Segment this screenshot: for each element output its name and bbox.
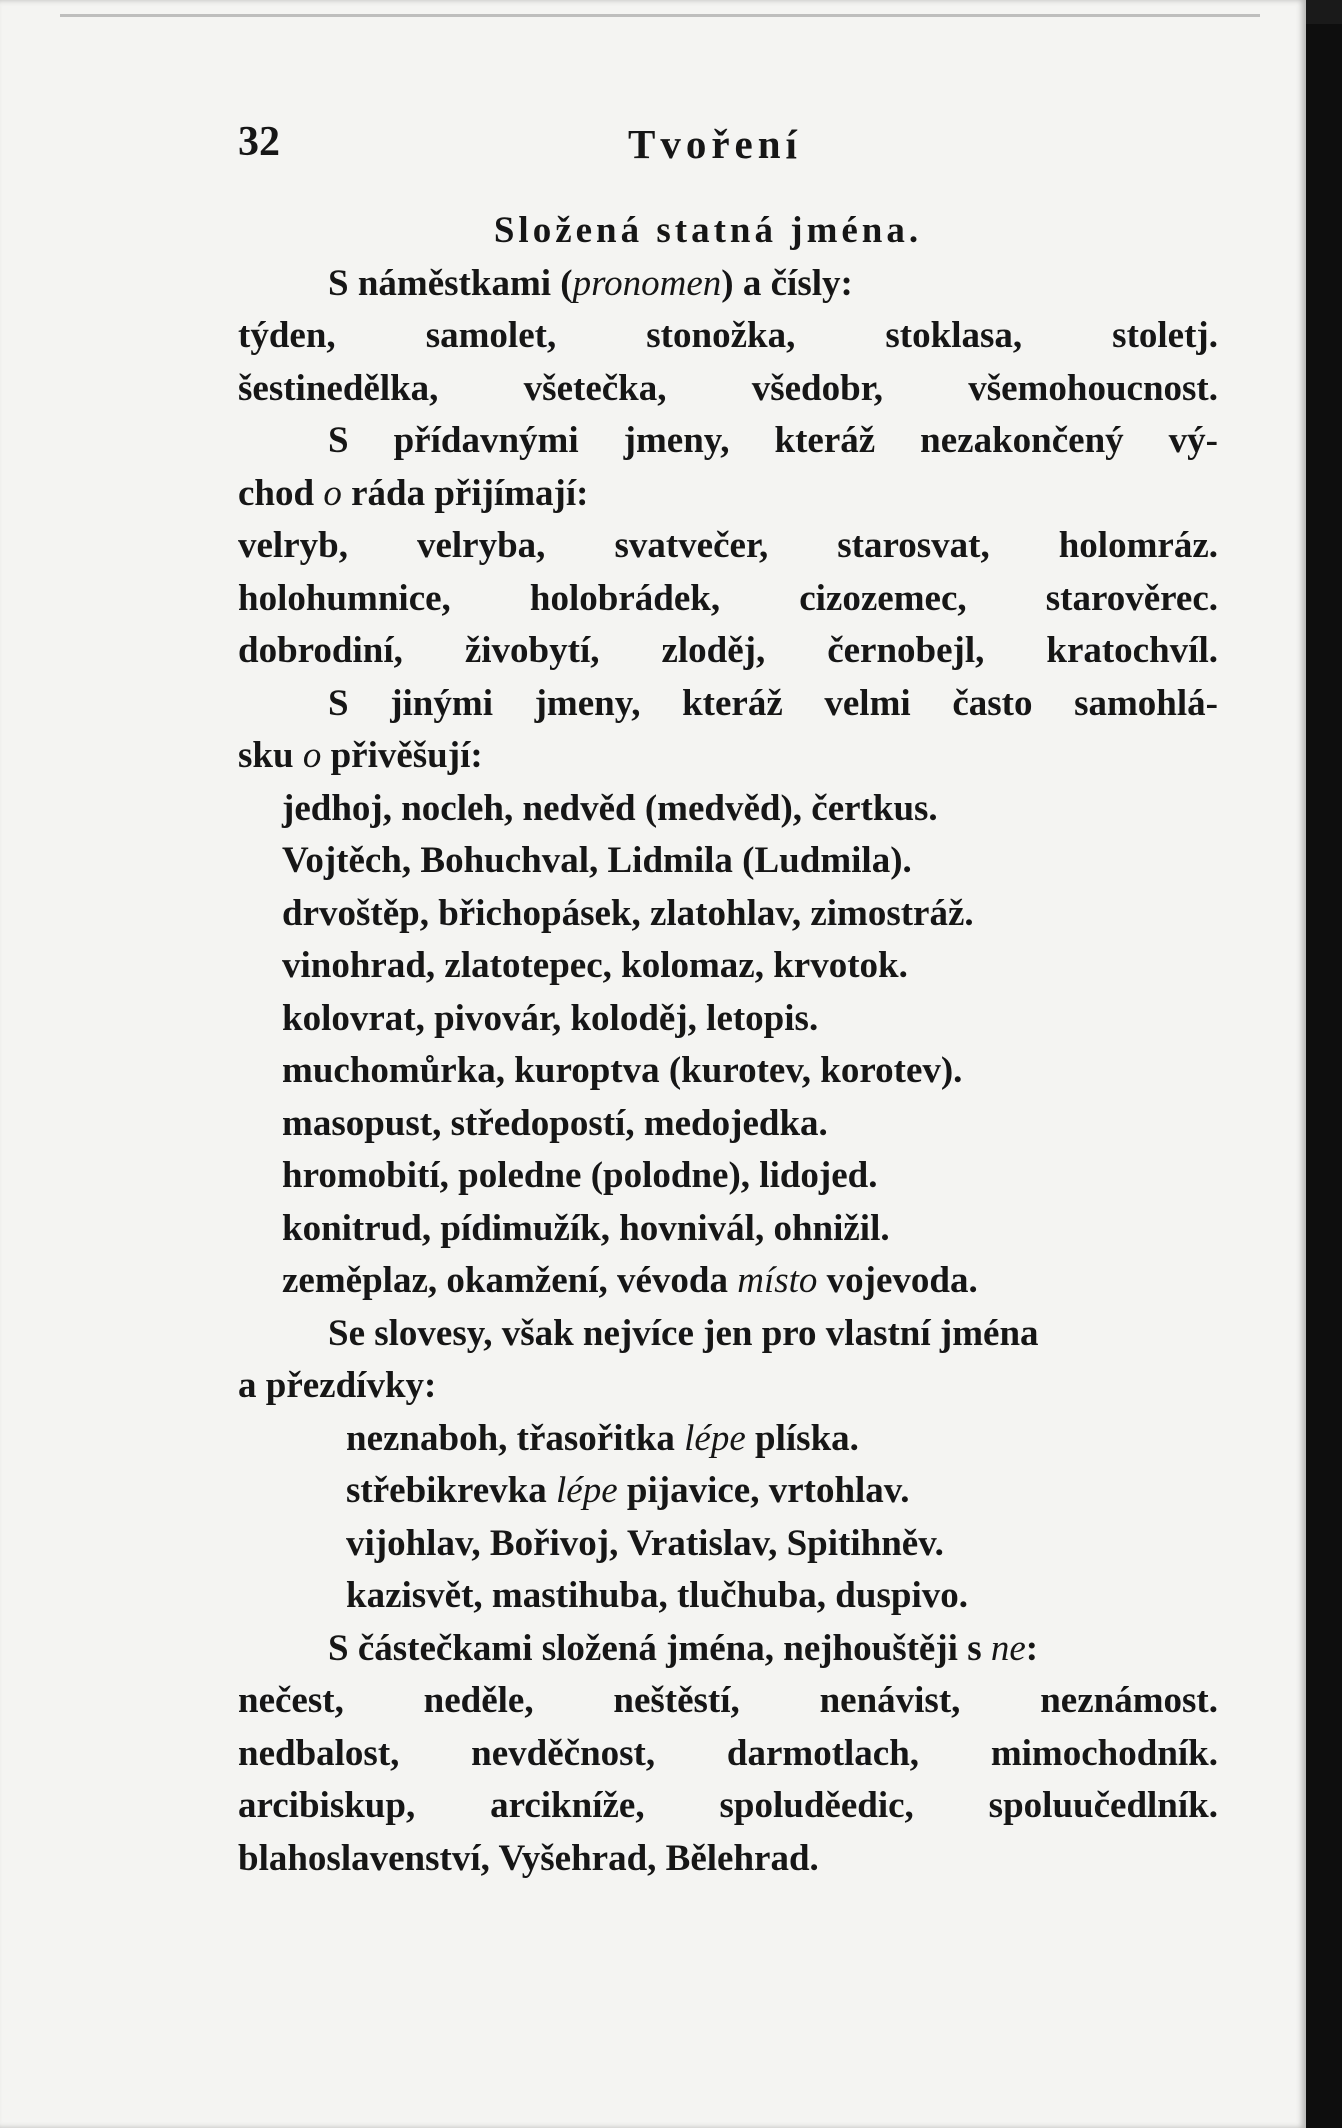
page-header: [0, 118, 1306, 178]
text-line: arcibiskup, arcikníže, spoluděedic, spoluučedlník.: [238, 1785, 1218, 1826]
text-line: vinohrad, zlatotepec, kolomaz, krvotok.: [282, 945, 908, 986]
text-line: nedbalost, nevděčnost, darmotlach, mimochodník.: [238, 1732, 1218, 1774]
text-line: neznaboh, třasořitka lépe plíska.: [346, 1417, 859, 1459]
page-number: 32: [238, 119, 280, 165]
text-line: dobrodiní, živobytí, zloděj, černobejl, kratochvíl.: [238, 630, 1218, 671]
running-head: Tvoření: [628, 121, 802, 167]
text-line: S částečkami složená jména, nejhouštěji s ne:: [328, 1627, 1039, 1669]
body-text: [238, 205, 1218, 1885]
text-line: a přezdívky:: [238, 1365, 437, 1406]
text-line: týden, samolet, stonožka, stoklasa, stoletj.: [238, 315, 1218, 356]
text-line: muchomůrka, kuroptva (kurotev, korotev).: [282, 1050, 963, 1091]
text-line: drvoštěp, břichopásek, zlatohlav, zimostráž.: [282, 892, 974, 934]
text-line: S jinými jmeny, kteráž velmi často samohlá-: [328, 682, 1218, 724]
text-line: sku o přivěšují:: [238, 735, 483, 776]
italic-term: lépe: [556, 1470, 618, 1511]
italic-term: pronomen: [572, 262, 722, 304]
text-line: vijohlav, Bořivoj, Vratislav, Spitihněv.: [346, 1522, 944, 1564]
text-line: kolovrat, pivovár, koloděj, letopis.: [282, 997, 819, 1039]
text-line: velryb, velryba, svatvečer, starosvat, holomráz.: [238, 525, 1218, 566]
text-line: konitrud, pídimužík, hovnivál, ohnižil.: [282, 1207, 890, 1249]
italic-term: lépe: [684, 1417, 746, 1459]
text-line: S náměstkami (pronomen) a čísly:: [328, 262, 853, 304]
page-top-edge: [60, 14, 1260, 17]
text-line: chod o ráda přijímají:: [238, 472, 589, 514]
italic-term: ne: [990, 1627, 1026, 1669]
italic-term: o: [323, 472, 342, 514]
italic-term: místo: [737, 1260, 818, 1301]
text-line: Vojtěch, Bohuchval, Lidmila (Ludmila).: [282, 840, 912, 881]
text-line: kazisvět, mastihuba, tlučhuba, duspivo.: [346, 1575, 968, 1616]
text-line: masopust, středopostí, medojedka.: [282, 1102, 828, 1144]
text-line: hromobití, poledne (polodne), lidojed.: [282, 1155, 878, 1196]
text-line: zeměplaz, okamžení, vévoda místo vojevoda.: [282, 1260, 978, 1301]
text-line: S přídavnými jmeny, kteráž nezakončený vý-: [328, 420, 1218, 461]
text-line: Se slovesy, však nejvíce jen pro vlastní jména: [328, 1312, 1039, 1354]
text-line: nečest, neděle, neštěstí, nenávist, neznámost.: [238, 1680, 1218, 1721]
text-line: střebikrevka lépe pijavice, vrtohlav.: [346, 1470, 910, 1511]
text-line: šestinedělka, všetečka, všedobr, všemohoucnost.: [238, 367, 1218, 409]
scan-border: [1306, 24, 1342, 2128]
section-heading: Složená statná jména.: [493, 210, 923, 251]
italic-term: o: [302, 735, 322, 776]
text-line: jedhoj, nocleh, nedvěd (medvěd), čertkus.: [282, 787, 938, 829]
text-line: holohumnice, holobrádek, cizozemec, starověrec.: [238, 577, 1218, 619]
text-line: blahoslavenství, Vyšehrad, Bělehrad.: [238, 1837, 819, 1879]
